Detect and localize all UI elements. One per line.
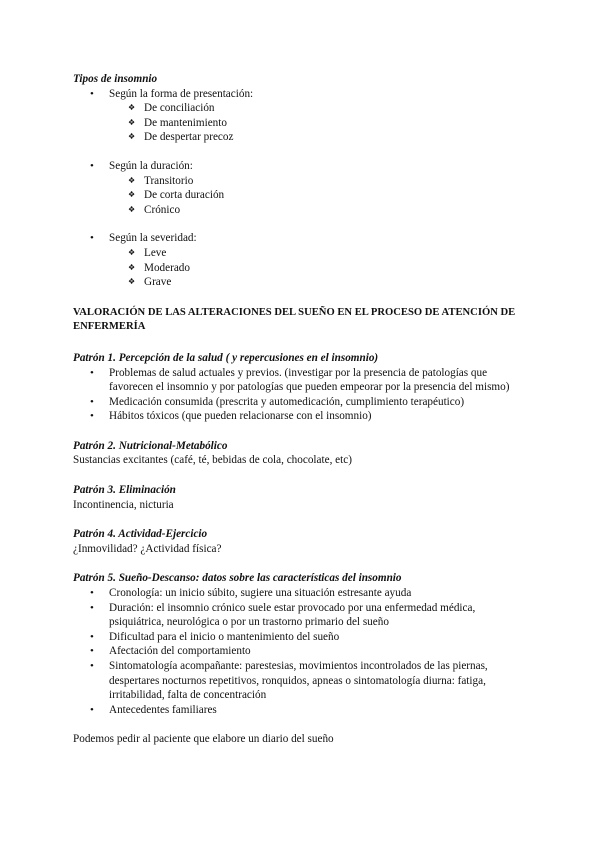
tipos-group-label: • Según la forma de presentación: <box>109 87 254 100</box>
tipos-subitem: ❖ De conciliación <box>109 101 533 116</box>
patron5-item: • Cronología: un inicio súbito, sugiere una situación estresante ayuda <box>73 586 533 601</box>
tipos-group-label: • Según la duración: <box>109 159 193 172</box>
spacer <box>73 217 533 231</box>
patron3-text: Incontinencia, nicturia <box>73 498 174 511</box>
tipos-subitem-list <box>109 174 533 218</box>
patron1-item: • Hábitos tóxicos (que pueden relacionarse con el insomnio) <box>73 409 533 424</box>
tipos-group <box>73 231 533 289</box>
patron2-heading: Patrón 2. Nutricional-Metabólico <box>73 439 228 452</box>
patron4-heading: Patrón 4. Actividad-Ejercicio <box>73 528 208 541</box>
tipos-group-label: • Según la severidad: <box>109 232 197 245</box>
patron5-heading: Patrón 5. Sueño-Descanso: datos sobre las características del insomnio <box>73 572 402 585</box>
patron1-heading: Patrón 1. Percepción de la salud ( y repercusiones en el insomnio) <box>73 351 379 364</box>
tipos-subitem: ❖ De despertar precoz <box>109 130 533 145</box>
patron5-item: • Duración: el insomnio crónico suele estar provocado por una enfermedad médica, psiquiátrica, neurológica o por un trastorno primario del sueño <box>73 601 533 630</box>
tipos-group <box>73 159 533 217</box>
tipos-subitem: ❖ Transitorio <box>109 174 533 189</box>
spacer <box>73 717 533 732</box>
tipos-subitem: ❖ Leve <box>109 246 533 261</box>
spacer <box>73 290 533 306</box>
valoracion-title: VALORACIÓN DE LAS ALTERACIONES DEL SUEÑO EN EL PROCESO DE ATENCIÓN DE ENFERMERÍA <box>73 306 516 333</box>
patron2-text: Sustancias excitantes (café, té, bebidas de cola, chocolate, etc) <box>73 454 352 467</box>
patron5-item: • Sintomatología acompañante: parestesias, movimientos incontrolados de las piernas, despertares nocturnos repetitivos, ronquidos, apneas o sintomatología diurna: fatiga, irritabilidad, falta de concentración <box>73 659 533 703</box>
patron4-text: ¿Inmovilidad? ¿Actividad física? <box>73 542 222 555</box>
spacer <box>73 512 533 527</box>
tipos-subitem: ❖ Crónico <box>109 203 533 218</box>
patron5-item: • Afectación del comportamiento <box>73 644 533 659</box>
tipos-subitem-list <box>109 246 533 290</box>
tipos-subitem-list <box>109 101 533 145</box>
spacer <box>73 424 533 439</box>
tipos-subitem: ❖ De mantenimiento <box>109 116 533 131</box>
spacer <box>73 556 533 571</box>
closing-text: Podemos pedir al paciente que elabore un diario del sueño <box>73 733 334 746</box>
patron1-list <box>73 366 533 424</box>
patron1-item: • Medicación consumida (prescrita y automedicación, cumplimiento terapéutico) <box>73 395 533 410</box>
tipos-subitem: ❖ De corta duración <box>109 188 533 203</box>
tipos-subitem: ❖ Grave <box>109 275 533 290</box>
tipos-subitem: ❖ Moderado <box>109 261 533 276</box>
document-page <box>73 72 533 747</box>
tipos-group-list <box>73 231 533 289</box>
patron5-item: • Dificultad para el inicio o mantenimiento del sueño <box>73 630 533 645</box>
patron1-item: • Problemas de salud actuales y previos. (investigar por la presencia de patologías que favorecen el insomnio y por patologías que pueden empeorar por la presencia del mismo) <box>73 366 533 395</box>
patron5-item: • Antecedentes familiares <box>73 703 533 718</box>
patron3-heading: Patrón 3. Eliminación <box>73 484 176 497</box>
tipos-group <box>73 87 533 145</box>
spacer <box>73 468 533 483</box>
spacer <box>73 335 533 351</box>
patron5-list <box>73 586 533 717</box>
tipos-group-list <box>73 87 533 145</box>
tipos-group-list <box>73 159 533 217</box>
tipos-heading: Tipos de insomnio <box>73 73 158 85</box>
spacer <box>73 145 533 159</box>
